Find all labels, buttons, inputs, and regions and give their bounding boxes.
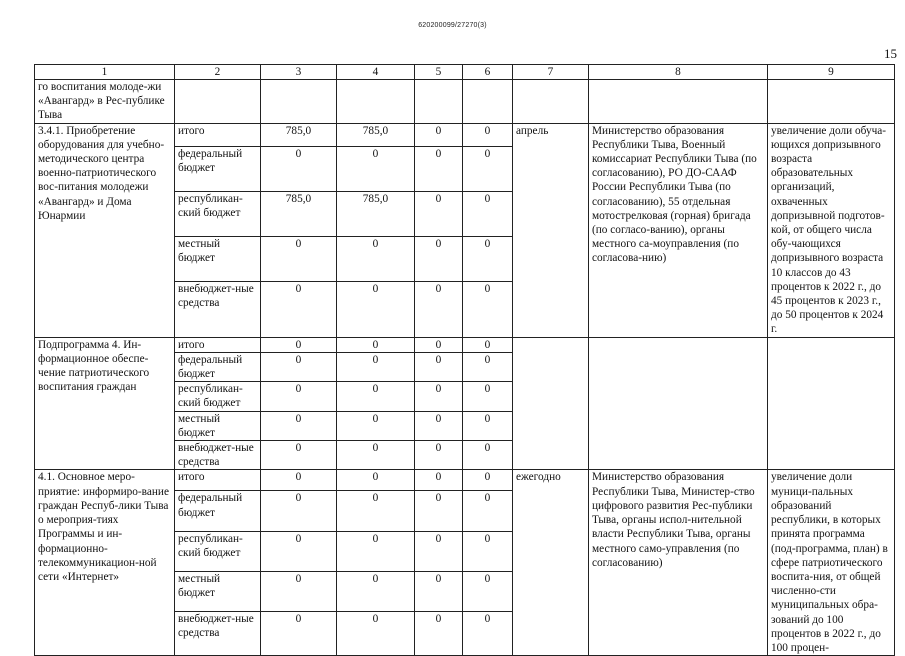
- value-cell: 785,0: [337, 123, 415, 146]
- value-cell: 785,0: [337, 191, 415, 236]
- section-title: 4.1. Основное меро-приятие: информиро-вание граждан Респуб-лики Тыва о мероприя-тиях Программы и ин-формационно-телекоммуникацион-ной сети «Интернет»: [35, 470, 175, 656]
- funding-source: местный бюджет: [175, 571, 261, 611]
- value-cell: 0: [337, 146, 415, 191]
- value-cell: 0: [463, 337, 513, 352]
- value-cell: 0: [261, 411, 337, 440]
- value-cell: 0: [261, 571, 337, 611]
- term-cell: ежегодно: [513, 470, 589, 656]
- value-cell: 0: [463, 571, 513, 611]
- value-cell: 0: [337, 571, 415, 611]
- value-cell: 0: [463, 352, 513, 381]
- funding-source: итого: [175, 470, 261, 491]
- value-cell: 0: [463, 441, 513, 470]
- value-cell: 0: [261, 281, 337, 337]
- value-cell: 0: [337, 441, 415, 470]
- value-cell: 0: [337, 352, 415, 381]
- value-cell: 0: [415, 123, 463, 146]
- section-title: Подпрограмма 4. Ин-формационное обеспе-чение патриотического воспитания граждан: [35, 337, 175, 470]
- value-cell: 0: [261, 470, 337, 491]
- value-cell: 0: [261, 491, 337, 531]
- value-cell: 0: [337, 382, 415, 411]
- value-cell: 0: [463, 491, 513, 531]
- value-cell: 0: [415, 281, 463, 337]
- value-cell: 0: [337, 612, 415, 656]
- value-cell: 0: [261, 531, 337, 571]
- value-cell: 0: [463, 191, 513, 236]
- value-cell: 0: [337, 470, 415, 491]
- term-cell: [513, 337, 589, 470]
- column-number-row: [35, 65, 895, 80]
- value-cell: 785,0: [261, 191, 337, 236]
- funding-source: федеральный бюджет: [175, 352, 261, 381]
- value-cell: 0: [415, 352, 463, 381]
- funding-source: федеральный бюджет: [175, 491, 261, 531]
- value-cell: 0: [337, 281, 415, 337]
- responsible-cell: Министерство образования Республики Тыва, Министер-ство цифрового развития Рес-публики Тыва, органы испол-нительной власти Республики Тыва, органы местного само-управления (по согласованию): [589, 470, 768, 656]
- value-cell: 0: [463, 612, 513, 656]
- value-cell: 0: [415, 612, 463, 656]
- value-cell: 0: [415, 382, 463, 411]
- result-cell: [768, 337, 895, 470]
- value-cell: 0: [415, 470, 463, 491]
- funding-source: внебюджет-ные средства: [175, 281, 261, 337]
- column-header: 6: [463, 65, 513, 80]
- result-cell: увеличение доли муници-пальных образований республики, в которых принята программа (под-программа, план) в сфере патриотического воспита-ния, от общей численно-сти муниципальных обра-зований до 100 процентов в 2022 г., до 100 процен-: [768, 470, 895, 656]
- continuation-title: го воспитания молоде-жи «Авангард» в Рес-публике Тыва: [35, 80, 175, 124]
- funding-source: местный бюджет: [175, 236, 261, 281]
- value-cell: 0: [463, 531, 513, 571]
- value-cell: 0: [463, 411, 513, 440]
- column-header: 2: [175, 65, 261, 80]
- column-header: 7: [513, 65, 589, 80]
- funding-source: местный бюджет: [175, 411, 261, 440]
- column-header: 5: [415, 65, 463, 80]
- value-cell: 0: [415, 571, 463, 611]
- section-title: 3.4.1. Приобретение оборудования для учебно-методического центра военно-патриотического вос-питания молодежи «Авангард» и Дома Юнармии: [35, 123, 175, 337]
- funding-source: внебюджет-ные средства: [175, 441, 261, 470]
- table-row: [35, 337, 895, 352]
- program-table: [34, 64, 895, 656]
- document-id: 620200099/27270(3): [418, 22, 487, 29]
- value-cell: 0: [415, 337, 463, 352]
- table-row: [35, 470, 895, 491]
- value-cell: 0: [261, 352, 337, 381]
- value-cell: 0: [415, 236, 463, 281]
- value-cell: 0: [463, 123, 513, 146]
- value-cell: 0: [337, 491, 415, 531]
- value-cell: 0: [261, 337, 337, 352]
- value-cell: 0: [415, 531, 463, 571]
- table-row: [35, 80, 895, 124]
- funding-source: республикан-ский бюджет: [175, 382, 261, 411]
- value-cell: 0: [261, 236, 337, 281]
- value-cell: 0: [337, 337, 415, 352]
- value-cell: 0: [261, 441, 337, 470]
- term-cell: апрель: [513, 123, 589, 337]
- page-number: 15: [884, 46, 897, 61]
- column-header: 8: [589, 65, 768, 80]
- table-row: [35, 123, 895, 146]
- value-cell: 0: [261, 382, 337, 411]
- value-cell: 0: [415, 411, 463, 440]
- value-cell: 785,0: [261, 123, 337, 146]
- column-header: 9: [768, 65, 895, 80]
- value-cell: 0: [463, 470, 513, 491]
- funding-source: федеральный бюджет: [175, 146, 261, 191]
- value-cell: 0: [415, 441, 463, 470]
- value-cell: 0: [463, 382, 513, 411]
- value-cell: 0: [415, 491, 463, 531]
- value-cell: 0: [337, 531, 415, 571]
- column-header: 3: [261, 65, 337, 80]
- funding-source: внебюджет-ные средства: [175, 612, 261, 656]
- value-cell: 0: [463, 236, 513, 281]
- value-cell: 0: [337, 236, 415, 281]
- result-cell: увеличение доли обуча-ющихся допризывного возраста образовательных организаций, охваченных допризывной подготов-кой, от общего числа обу-чающихся допризывного возраста 10 классов до 43 процентов к 2022 г., до 45 процентов к 2023 г., до 50 процентов к 2024 г.: [768, 123, 895, 337]
- value-cell: 0: [261, 146, 337, 191]
- value-cell: 0: [415, 191, 463, 236]
- funding-source: итого: [175, 123, 261, 146]
- value-cell: 0: [415, 146, 463, 191]
- responsible-cell: [589, 337, 768, 470]
- column-header: 4: [337, 65, 415, 80]
- value-cell: 0: [261, 612, 337, 656]
- value-cell: 0: [337, 411, 415, 440]
- funding-source: итого: [175, 337, 261, 352]
- value-cell: 0: [463, 281, 513, 337]
- column-header: 1: [35, 65, 175, 80]
- value-cell: 0: [463, 146, 513, 191]
- responsible-cell: Министерство образования Республики Тыва, Военный комиссариат Республики Тыва (по согласованию), РО ДО-СААФ России Республики Тыва (по согласованию), 55 отдельная мотострелковая (горная) бригада (по согласо-ванию), органы местного са-моуправления (по согласова-нию): [589, 123, 768, 337]
- funding-source: республикан-ский бюджет: [175, 531, 261, 571]
- funding-source: республикан-ский бюджет: [175, 191, 261, 236]
